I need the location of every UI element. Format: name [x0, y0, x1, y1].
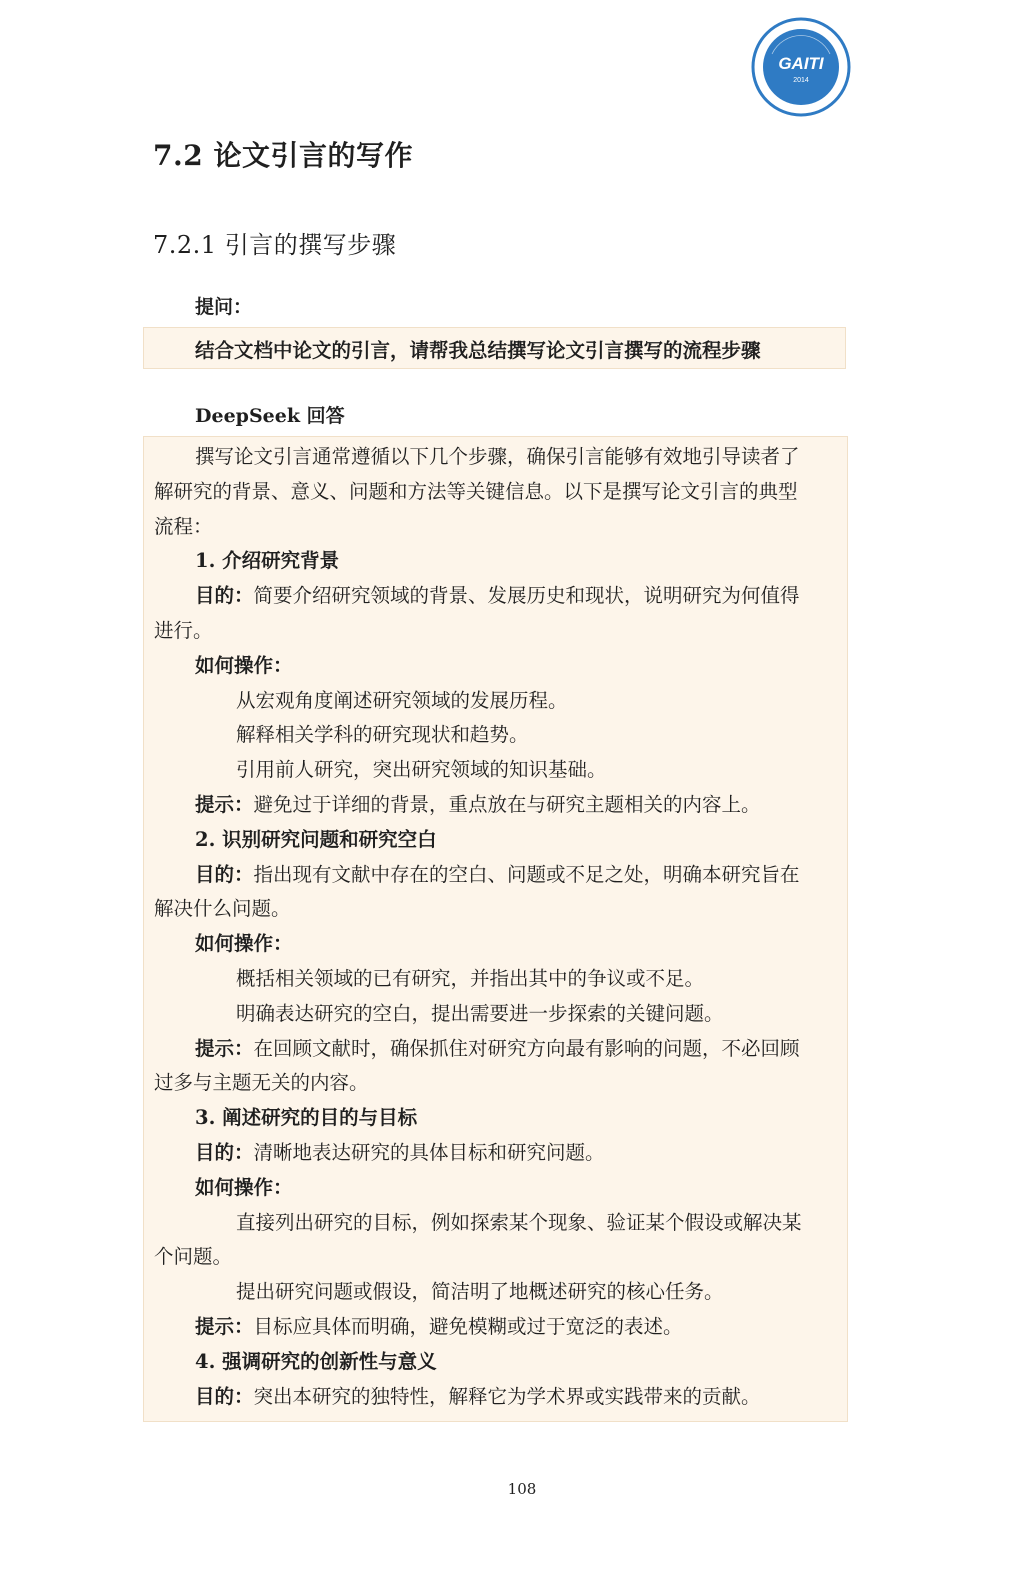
goal-line: 目的：指出现有文献中存在的空白、问题或不足之处，明确本研究旨在 — [195, 862, 800, 886]
answer-box — [143, 436, 848, 1422]
answer-label: DeepSeek 回答 — [195, 405, 345, 427]
goal-label: 目的： — [195, 1384, 254, 1408]
tip-label: 提示： — [195, 1036, 254, 1060]
how-label: 如何操作： — [195, 653, 293, 677]
question-text: 结合文档中论文的引言，请帮我总结撰写论文引言撰写的流程步骤 — [195, 339, 761, 362]
answer-intro-line: 撰写论文引言通常遵循以下几个步骤，确保引言能够有效地引导读者了 — [195, 445, 800, 468]
tip-line: 过多与主题无关的内容。 — [154, 1071, 369, 1095]
answer-intro-line: 流程： — [154, 514, 213, 538]
how-label: 如何操作： — [195, 932, 293, 956]
how-step: 明确表达研究的空白，提出需要进一步探索的关键问题。 — [236, 1001, 724, 1025]
goal-label: 目的： — [195, 1140, 254, 1164]
svg-text:GAITI: GAITI — [778, 54, 824, 73]
how-label: 如何操作： — [195, 1175, 293, 1199]
goal-line: 解决什么问题。 — [154, 897, 291, 921]
step-heading: 3. 阐述研究的目的与目标 — [195, 1106, 418, 1130]
tip-line: 提示：目标应具体而明确，避免模糊或过于宽泛的表述。 — [195, 1314, 683, 1338]
subsection-title: 7.2.1 引言的撰写步骤 — [153, 231, 397, 259]
tip-line: 提示：在回顾文献时，确保抓住对研究方向最有影响的问题，不必回顾 — [195, 1036, 800, 1060]
goal-line: 目的：清晰地表达研究的具体目标和研究问题。 — [195, 1140, 605, 1164]
how-step: 提出研究问题或假设，简洁明了地概述研究的核心任务。 — [236, 1280, 724, 1304]
goal-label: 目的： — [195, 862, 254, 886]
section-title: 7.2 论文引言的写作 — [153, 139, 413, 172]
how-step: 从宏观角度阐述研究领域的发展历程。 — [236, 688, 568, 712]
tip-label: 提示： — [195, 1314, 254, 1338]
how-step: 概括相关领域的已有研究，并指出其中的争议或不足。 — [236, 966, 705, 990]
how-step: 引用前人研究，突出研究领域的知识基础。 — [236, 758, 607, 782]
goal-line: 进行。 — [154, 618, 213, 642]
how-step: 解释相关学科的研究现状和趋势。 — [236, 723, 529, 747]
page-number: 108 — [507, 1480, 537, 1498]
question-label: 提问： — [195, 296, 253, 318]
tip-line: 提示：避免过于详细的背景，重点放在与研究主题相关的内容上。 — [195, 792, 761, 816]
question-box — [143, 327, 846, 369]
step-heading: 2. 识别研究问题和研究空白 — [195, 827, 437, 851]
goal-line: 目的：简要介绍研究领域的背景、发展历史和现状，说明研究为何值得 — [195, 584, 800, 608]
step-heading: 1. 介绍研究背景 — [195, 549, 340, 573]
tip-label: 提示： — [195, 792, 254, 816]
goal-line: 目的：突出本研究的独特性，解释它为学术界或实践带来的贡献。 — [195, 1384, 761, 1408]
how-step: 个问题。 — [154, 1245, 233, 1269]
svg-text:2014: 2014 — [793, 77, 809, 84]
how-step: 直接列出研究的目标，例如探索某个现象、验证某个假设或解决某 — [236, 1210, 802, 1234]
goal-label: 目的： — [195, 584, 254, 608]
step-heading: 4. 强调研究的创新性与意义 — [195, 1349, 437, 1373]
answer-intro-line: 解研究的背景、意义、问题和方法等关键信息。以下是撰写论文引言的典型 — [154, 479, 798, 503]
gaiti-logo — [750, 16, 852, 118]
